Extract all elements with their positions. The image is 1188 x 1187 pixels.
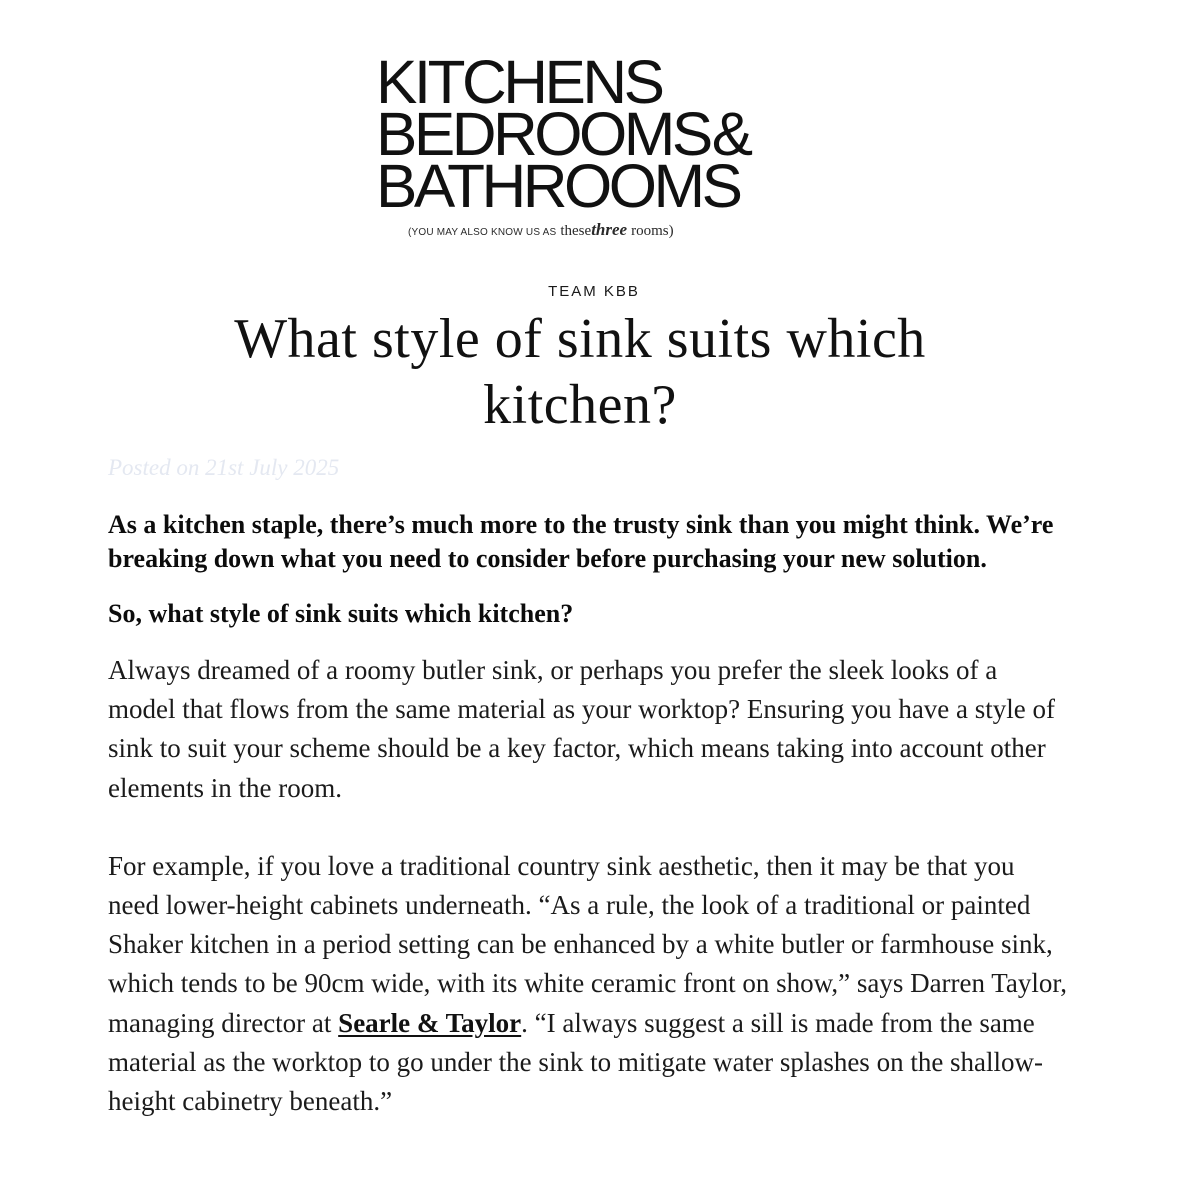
article-paragraph-1: Always dreamed of a roomy butler sink, or perhaps you prefer the sleek looks of a model that flows from the same material as your worktop? Ensuring you have a style of sink to suit your scheme should be a key factor, which means taking into account other elements in the room.	[108, 655, 1056, 803]
site-logo[interactable]	[376, 49, 786, 240]
article-title: What style of sink suits which kitchen?	[234, 308, 926, 436]
tagline-word-these: these	[560, 223, 592, 239]
tagline-prefix: (YOU MAY ALSO KNOW US AS	[408, 227, 557, 238]
tagline-word-rooms: rooms)	[631, 223, 674, 239]
article-lead: As a kitchen staple, there’s much more to the trusty sink than you might think. We’re breaking down what you need to consider before purchasing your new solution.	[108, 510, 1054, 573]
logo-word-bedrooms: BEDROOMS	[376, 101, 710, 169]
paragraph-2-text-start: For example, if you love a traditional country sink aesthetic, then it may be that you need lower-height cabinets underneath. “As a rule, the look of a traditional or painted Shaker kitchen in a period setting can be enhanced by a white butler or farmhouse sink, which tends to be 90cm wide, with its white ceramic front on show,” says Darren Taylor, managing director at	[108, 850, 1068, 1038]
article-author[interactable]: TEAM KBB	[548, 283, 640, 300]
logo-ampersand: &	[711, 101, 754, 169]
logo-line-kitchens: KITCHENS	[376, 49, 662, 117]
article-subheading: So, what style of sink suits which kitchen?	[108, 599, 574, 628]
searle-taylor-link[interactable]: Searle & Taylor	[338, 1007, 522, 1038]
logo-line-bathrooms: BATHROOMS	[376, 153, 740, 221]
paragraph-2-text-end: . “I always suggest a sill is made from the same material as the worktop to go under the sink to mitigate water splashes on the shallow-height cabinetry beneath.”	[108, 1007, 1044, 1117]
tagline-word-three: three	[591, 220, 628, 239]
article-paragraph-2	[108, 847, 1068, 1121]
logo-tagline	[408, 220, 786, 240]
article-posted-date: Posted on 21st July 2025	[108, 455, 340, 480]
article-body	[108, 508, 1068, 1121]
